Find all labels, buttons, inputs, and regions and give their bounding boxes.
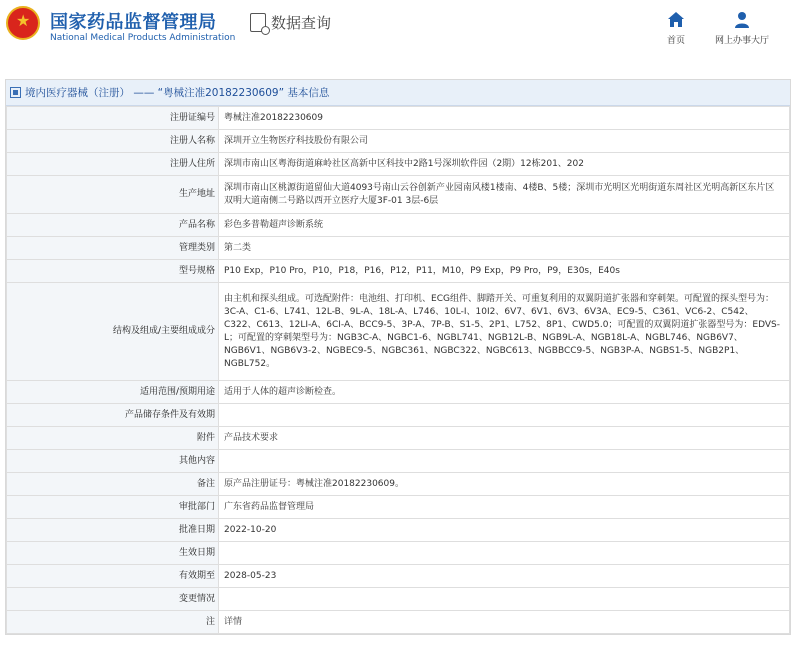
nav-online-service-hall-label: 网上办事大厅: [714, 36, 769, 46]
data-query-link[interactable]: [250, 12, 331, 33]
table-row: [7, 283, 790, 381]
table-row: [7, 519, 790, 542]
field-value: P10 Exp，P10 Pro，P10，P18，P16，P12，P11，M10，P9 Exp，P9 Pro，P9，E30s，E40s: [219, 260, 790, 283]
table-row: [7, 611, 790, 634]
field-value: 适用于人体的超声诊断检查。: [219, 381, 790, 404]
field-label: 产品储存条件及有效期: [7, 404, 219, 427]
table-row: [7, 542, 790, 565]
field-label: 结构及组成/主要组成成分: [7, 283, 219, 381]
table-row: [7, 565, 790, 588]
document-search-icon: [250, 13, 266, 32]
field-label: 注册人名称: [7, 130, 219, 153]
field-label: 管理类别: [7, 237, 219, 260]
field-label: 审批部门: [7, 496, 219, 519]
nav-online-service-hall[interactable]: [702, 10, 782, 46]
field-label: 有效期至: [7, 565, 219, 588]
table-row: [7, 237, 790, 260]
field-label: 产品名称: [7, 214, 219, 237]
nav-home-label: 首页: [666, 36, 685, 46]
field-label: 附件: [7, 427, 219, 450]
info-table: [6, 106, 790, 634]
table-row: [7, 473, 790, 496]
site-title-english: National Medical Products Administration: [50, 33, 236, 43]
table-row: [7, 107, 790, 130]
table-row: [7, 496, 790, 519]
field-label: 变更情况: [7, 588, 219, 611]
field-label: 注册证编号: [7, 107, 219, 130]
field-value: 2028-05-23: [219, 565, 790, 588]
field-label: 适用范围/预期用途: [7, 381, 219, 404]
table-row: [7, 450, 790, 473]
field-value: 广东省药品监督管理局: [219, 496, 790, 519]
field-label: 批准日期: [7, 519, 219, 542]
breadcrumb: 境内医疗器械（注册） —— “粤械注准20182230609” 基本信息: [25, 87, 330, 99]
data-query-label: 数据查询: [271, 14, 332, 32]
field-label: 其他内容: [7, 450, 219, 473]
detail-panel: [5, 79, 791, 635]
table-row: [7, 404, 790, 427]
details-link[interactable]: 详情: [219, 611, 790, 634]
field-label: 注册人住所: [7, 153, 219, 176]
field-label: 生产地址: [7, 176, 219, 214]
field-value: 由主机和探头组成。可选配附件：电池组、打印机、ECG组件、脚踏开关、可重复利用的双翼阴道扩张器和穿刺架。可配置的探头型号为：3C-A、C1-6、L741、12L-B、9L-A、18L-A、L746、10L-I、10I2、6V7、6V1、6V3、6V3A、EC9-5、C361、VC6-2、C542、C322、C613、12LI-A、6CI-A、BCC9-5、3P-A、7P-B、S1-5、2P1、L752、8P1、CWD5.0；可配置的双翼阴道扩张器型号为：EDVS-L；可配置的穿刺架型号为：NGB3C-A、NGBC1-6、NGBL741、NGB12L-B、NGB9L-A、NGB18L-A、NGBL746、NGB6V7、NGB6V1、NGB6V3-2、NGBEC9-5、NGBC361、NGBC322、NGBC613、NGBBCC9-5、NGB3P-A、NGBS1-5、NGB2P1、NGBL752。: [219, 283, 790, 381]
field-label: 生效日期: [7, 542, 219, 565]
table-row: [7, 153, 790, 176]
table-row: [7, 176, 790, 214]
field-value: [219, 450, 790, 473]
national-emblem-logo: [6, 6, 40, 40]
table-row: [7, 427, 790, 450]
field-value: 原产品注册证号：粤械注准20182230609。: [219, 473, 790, 496]
field-value: 彩色多普勒超声诊断系统: [219, 214, 790, 237]
field-value: 产品技术要求: [219, 427, 790, 450]
field-value: 第二类: [219, 237, 790, 260]
user-icon: [732, 10, 752, 30]
table-row: [7, 588, 790, 611]
field-value: [219, 404, 790, 427]
field-label: 备注: [7, 473, 219, 496]
field-value: [219, 588, 790, 611]
field-value: 深圳市南山区粤海街道麻岭社区高新中区科技中2路1号深圳软件园（2期）12栋201、202: [219, 153, 790, 176]
table-row: [7, 381, 790, 404]
site-title: 国家药品监督管理局: [50, 12, 217, 33]
site-header: [0, 0, 796, 55]
document-icon: [10, 87, 21, 98]
field-label: 型号规格: [7, 260, 219, 283]
home-icon: [666, 10, 686, 30]
table-row: [7, 130, 790, 153]
field-value: [219, 542, 790, 565]
field-label: 注: [7, 611, 219, 634]
table-row: [7, 214, 790, 237]
field-value: 2022-10-20: [219, 519, 790, 542]
field-value: 深圳市南山区桃源街道留仙大道4093号南山云谷创新产业园南风楼1楼南、4楼B、5楼；深圳市光明区光明街道东周社区光明高新区东片区双明大道南侧二号路以西开立医疗大厦3F-01 3层-6层: [219, 176, 790, 214]
panel-header: [6, 80, 790, 106]
table-row: [7, 260, 790, 283]
field-value: 粤械注准20182230609: [219, 107, 790, 130]
field-value: 深圳开立生物医疗科技股份有限公司: [219, 130, 790, 153]
